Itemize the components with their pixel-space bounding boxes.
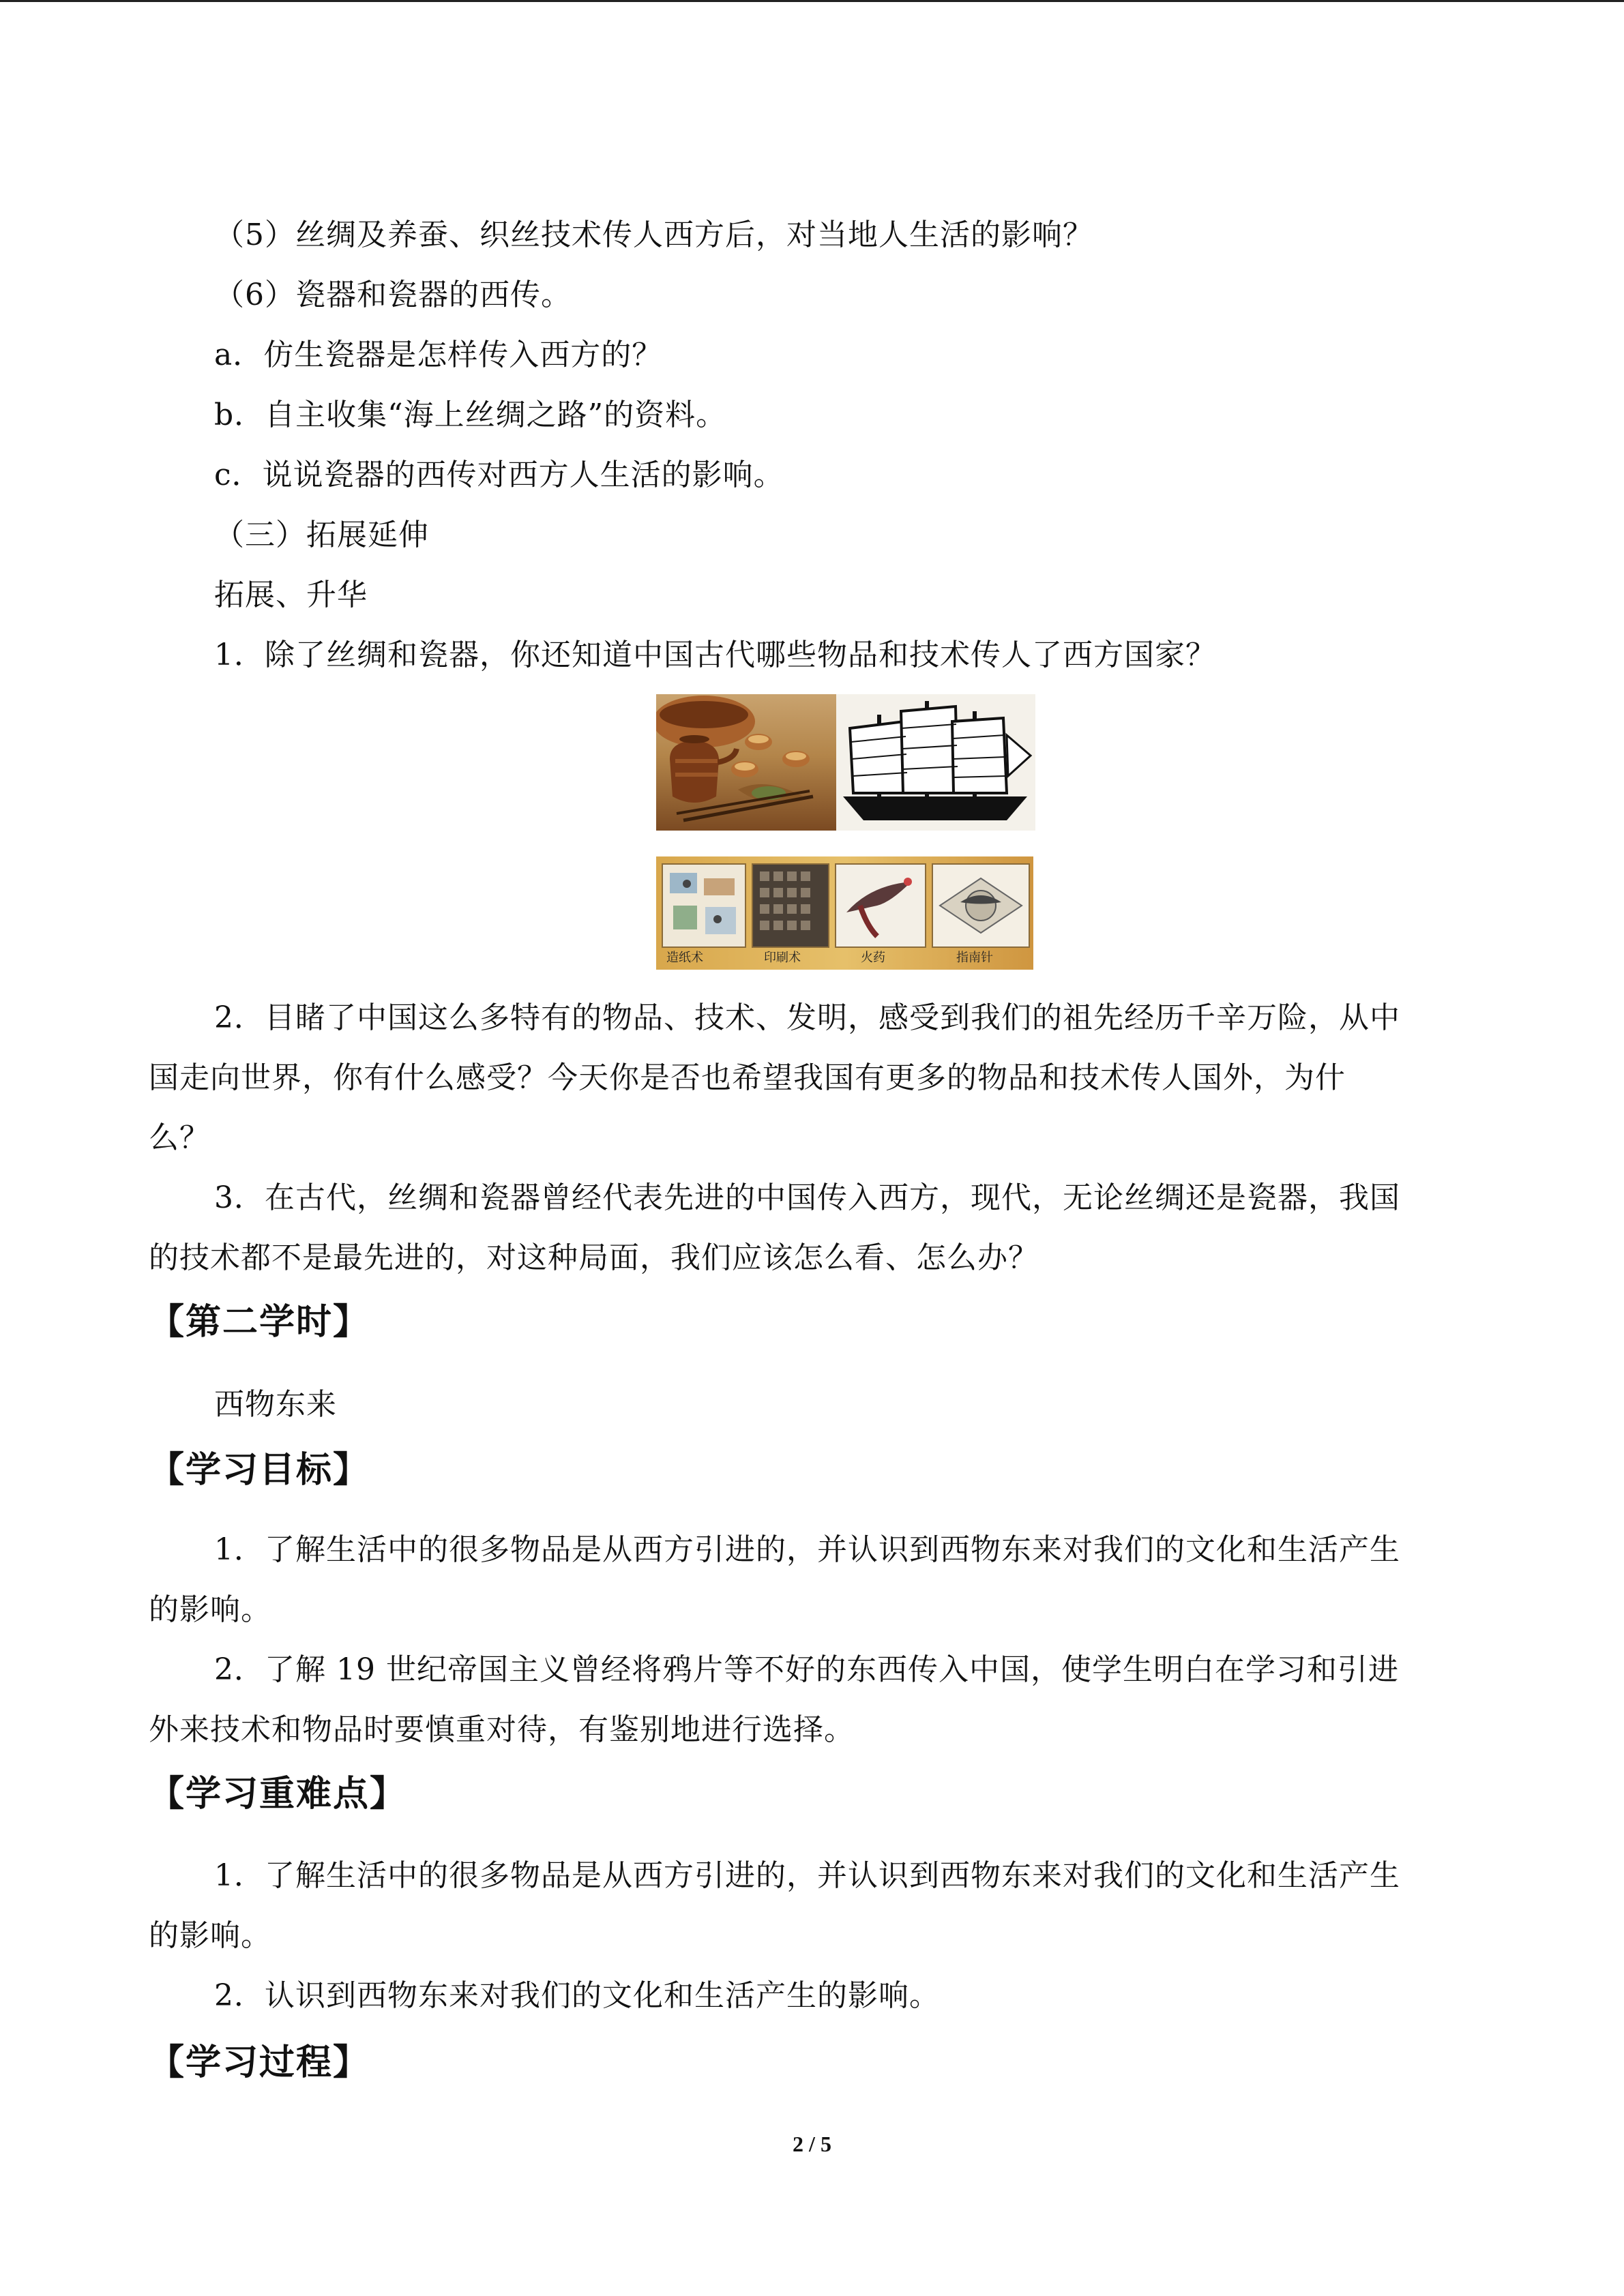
- key-point-1-line2: 的影响。: [149, 1918, 271, 1953]
- goal-2-line1: 2．了解 19 世纪帝国主义曾经将鸦片等不好的东西传入中国，使学生明白在学习和引进: [214, 1652, 1399, 1687]
- goal-1-line1: 1．了解生活中的很多物品是从西方引进的，并认识到西物东来对我们的文化和生活产生: [214, 1532, 1400, 1567]
- compass-caption: 指南针: [956, 951, 993, 965]
- question-6c: c．说说瓷器的西传对西方人生活的影响。: [214, 458, 784, 492]
- ancient-ship-image: [836, 694, 1035, 831]
- goal-1-line2: 的影响。: [149, 1592, 271, 1627]
- page-number: 2 / 5: [793, 2132, 831, 2156]
- printing-panel: [752, 863, 829, 948]
- question-5: （5）丝绸及养蚕、织丝技术传人西方后，对当地人生活的影响？: [214, 218, 1093, 252]
- compass-panel: [932, 863, 1030, 948]
- learning-process-heading: 【学习过程】: [149, 2042, 370, 2083]
- papermaking-caption: 造纸术: [666, 951, 703, 965]
- key-point-1-line1: 1．了解生活中的很多物品是从西方引进的，并认识到西物东来对我们的文化和生活产生: [214, 1858, 1400, 1893]
- section-extension: （三）拓展延伸: [214, 518, 429, 552]
- extension-item-3-line2: 的技术都不是最先进的，对这种局面，我们应该怎么看、怎么办？: [149, 1240, 1039, 1275]
- printing-caption: 印刷术: [764, 951, 801, 965]
- lesson-2-title: 西物东来: [214, 1387, 337, 1422]
- lesson-2-heading: 【第二学时】: [149, 1302, 370, 1343]
- page-top-border: [0, 0, 1624, 2]
- gunpowder-caption: 火药: [861, 951, 885, 965]
- extension-item-1: 1．除了丝绸和瓷器，你还知道中国古代哪些物品和技术传人了西方国家？: [214, 638, 1216, 672]
- key-point-2: 2．认识到西物东来对我们的文化和生活产生的影响。: [214, 1978, 940, 2013]
- extension-item-2-line2: 国走向世界，你有什么感受？今天你是否也希望我国有更多的物品和技术传人国外，为什: [149, 1060, 1346, 1095]
- goal-2-line2: 外来技术和物品时要慎重对待，有鉴别地进行选择。: [149, 1712, 855, 1747]
- question-6a: a．仿生瓷器是怎样传入西方的？: [214, 338, 663, 372]
- extension-item-3-line1: 3．在古代，丝绸和瓷器曾经代表先进的中国传入西方，现代，无论丝绸还是瓷器，我国: [214, 1180, 1400, 1215]
- key-points-heading: 【学习重难点】: [149, 1774, 407, 1815]
- extension-item-2-line3: 么？: [149, 1120, 210, 1155]
- extension-item-2-line1: 2．目睹了中国这么多特有的物品、技术、发明，感受到我们的祖先经历千辛万险，从中: [214, 1000, 1400, 1035]
- tea-set-image: [656, 694, 836, 831]
- question-6: （6）瓷器和瓷器的西传。: [214, 278, 572, 312]
- four-inventions-image: [656, 856, 1033, 970]
- learning-goals-heading: 【学习目标】: [149, 1450, 370, 1491]
- papermaking-panel: [662, 863, 746, 948]
- question-6b: b．自主收集“海上丝绸之路”的资料。: [214, 398, 727, 432]
- gunpowder-panel: [835, 863, 926, 948]
- section-subtitle: 拓展、升华: [214, 578, 368, 612]
